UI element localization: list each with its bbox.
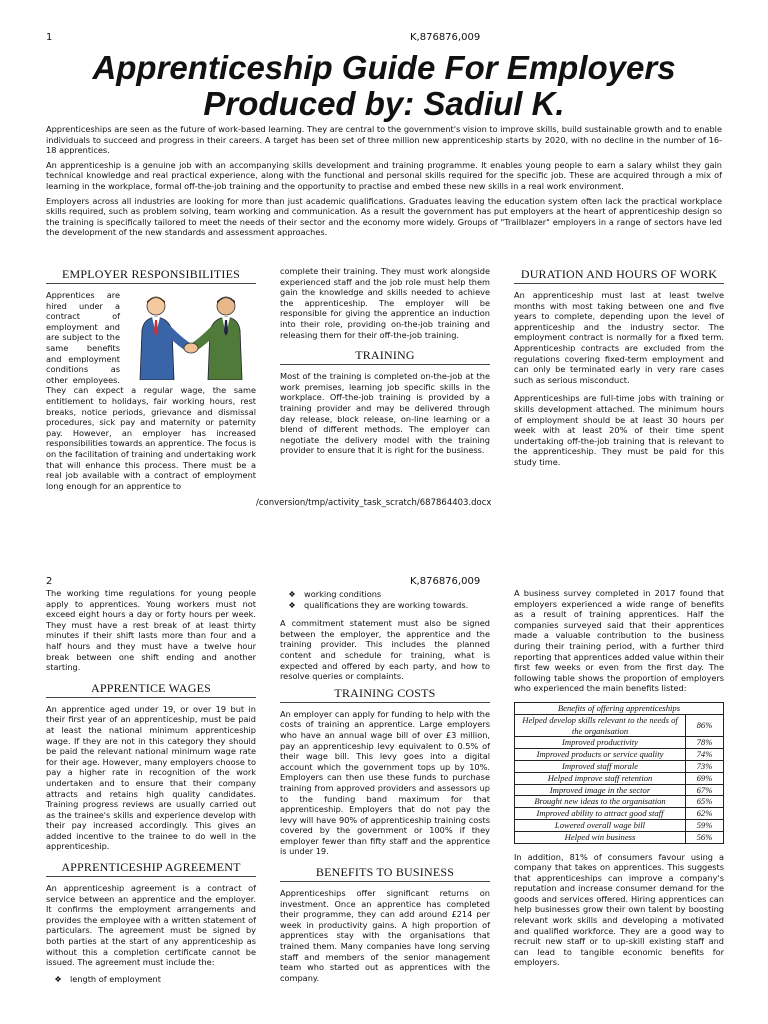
duration-text-2: Apprenticeships are full-time jobs with training or skills development attached. The minimum hours of employment should be at least 30 hours per week with at least 20% of their time spent undertaking off-the-job training that is relevant to the apprenticeship. They must be paid for this study time. — [514, 393, 724, 467]
survey-column — [514, 588, 724, 968]
page-number: 1 — [46, 32, 53, 43]
wages-heading: APPRENTICE WAGES — [46, 681, 256, 698]
bullet-icon: ❖ — [288, 599, 296, 610]
wages-text: An apprentice aged under 19, or over 19 but in their first year of an apprenticeship, must be paid at least the national minimum apprenticeship wage. If they are not in this category they should be paid the relevant national minimum wage rate for their age. However, many employers choose to pay a higher rate in recognition of the work undertaken and to ensure that their company attracts and retains high quality candidates. Training progress reviews are usually carried out as the trainee's skills and experience develop with their pay increased accordingly. This gives an added incentive to the trainee to do well in the apprenticeship. — [46, 703, 256, 852]
benefit-value: 67% — [686, 784, 724, 796]
duration-column — [514, 265, 724, 468]
benefit-label: Helped win business — [515, 831, 686, 843]
employer-column — [46, 265, 256, 491]
table-row — [515, 772, 724, 784]
list-item — [46, 974, 256, 985]
footer-path: /conversion/tmp/activity_task_scratch/687864403.docx — [256, 498, 492, 508]
table-row — [515, 760, 724, 772]
employer-heading: EMPLOYER RESPONSIBILITIES — [46, 267, 256, 284]
table-row — [515, 831, 724, 843]
benefit-label: Improved ability to attract good staff — [515, 808, 686, 820]
benefit-value: 86% — [686, 714, 724, 737]
commitment-text: A commitment statement must also be signed between the employer, the apprentice and the training provider. This includes the planned content and schedule for training, what is expected and offered by each party, and how to resolve queries or complaints. — [280, 618, 490, 682]
costs-text: An employer can apply for funding to help with the costs of training an apprentice. Large employers who have an annual wage bill of over £3 million, pay an apprenticeship levy equivalent to 0.5% of their wage bill. This levy goes into a digital account which the government tops up by 10%. Employers can then use these funds to purchase training from approved providers and assessors up to the funding band maximum for that apprenticeship. Employers that do not pay the levy will have 90% of apprenticeship training costs covered by the government or 100% if they employer fewer than fifty staff and the apprentice is under 19. — [280, 708, 490, 857]
benefit-label: Improved staff morale — [515, 760, 686, 772]
benefit-label: Helped develop skills relevant to the needs of the organisation — [515, 714, 686, 737]
benefit-value: 69% — [686, 772, 724, 784]
table-row — [515, 819, 724, 831]
page-number: 2 — [46, 576, 53, 587]
agreement-heading: APPRENTICESHIP AGREEMENT — [46, 860, 256, 877]
table-row — [515, 737, 724, 749]
benefit-label: Improved image in the sector — [515, 784, 686, 796]
title-line-2: Produced by: Sadiul K. — [203, 85, 565, 122]
handshake-icon — [126, 290, 256, 380]
list-item-text: length of employment — [70, 973, 161, 984]
benefit-label: Improved productivity — [515, 737, 686, 749]
intro-paragraph: Employers across all industries are looking for more than just academic qualifications. Graduates leaving the education system often lack the practical workplace skills required, such as problem solving, team working and communication. As a result the government has put employers at the heart of apprenticeship design so the training is specifically tailored to meet the needs of their sector and the economy more widely. Groups of "Trailblazer" employers in a range of sectors have led the development of the new standards and assessment approaches. — [46, 195, 722, 238]
benefit-value: 59% — [686, 819, 724, 831]
handshake-illustration — [126, 290, 256, 380]
bullet-icon: ❖ — [54, 973, 62, 984]
agreement-text: An apprenticeship agreement is a contract of service between an apprentice and the employer. It confirms the employment arrangements and provides the employee with a written statement of particulars. The agreement must be signed by both parties at the start of any apprenticeship as without this a completion certificate cannot be issued. The agreement must include the: — [46, 883, 256, 968]
working-time-text: The working time regulations for young people apply to apprentices. Young workers must not exceed eight hours a day or forty hours per week. They must have a rest break of at least thirty minutes if their shift lasts more than four and a half hours and they must have a twelve hour break between one shift ending and another starting. — [46, 588, 256, 673]
benefit-label: Helped improve staff retention — [515, 772, 686, 784]
training-column — [280, 266, 490, 456]
costs-column — [280, 589, 490, 983]
document-id: K,876876,009 — [410, 576, 481, 587]
intro-section — [46, 124, 722, 242]
table-row — [515, 796, 724, 808]
survey-text: A business survey completed in 2017 found that employers experienced a wide range of benefits as a result of training apprentices. Half the companies surveyed said that their apprentices made a valuable contribution to the business during their training period, with a further third reporting that apprentices added value within their first few weeks or even from the first day. The following table shows the proportion of employers who experienced the main benefits listed: — [514, 588, 724, 694]
employer-continued-text: complete their training. They must work alongside experienced staff and the job role must help them gain the knowledge and skills needed to achieve the apprenticeship. The employer will be responsible for giving the apprentice an induction into their role, providing on-the-job training and releasing them for their off-the-job training. — [280, 266, 490, 340]
list-item — [280, 589, 490, 600]
benefit-value: 65% — [686, 796, 724, 808]
consumer-text: In addition, 81% of consumers favour using a company that takes on apprentices. This suggests that apprenticeships can improve a company's reputation and increase consumer demand for the goods and services offered. Hiring apprentices can help businesses grow their own talent by boosting relevant work skills and developing a motivated and qualified workforce. They are a good way to recruit new staff or to up-skill existing staff and can lead to tangible economic benefits for employers. — [514, 851, 724, 968]
title-line-1: Apprenticeship Guide For Employers — [92, 49, 676, 86]
benefits-text: Apprenticeships offer significant returns on investment. Once an apprentice has completed their programme, they can add around £214 per week in productivity gains. A high proportion of apprentices stay with the organisations that trained them. Many companies have long serving staff and members of the senior management team who started out as apprentices with the company. — [280, 888, 490, 983]
duration-heading: DURATION AND HOURS OF WORK — [514, 267, 724, 284]
benefit-value: 56% — [686, 831, 724, 843]
duration-text-1: An apprenticeship must last at least twelve months with most taking between one and five years to complete, depending upon the level of apprenticeship and the industry sector. The employment contract is normally for a fixed term. Apprenticeship contracts are excluded from the regulations covering fixed-term employment and can only be terminated early in very rare cases such as serious misconduct. — [514, 290, 724, 385]
benefit-label: Brought new ideas to the organisation — [515, 796, 686, 808]
bullet-icon: ❖ — [288, 589, 296, 599]
document-id: K,876876,009 — [410, 32, 481, 43]
benefit-value: 62% — [686, 808, 724, 820]
intro-paragraph: An apprenticeship is a genuine job with an accompanying skills development and training programme. It enables young people to earn a salary whilst they gain technical knowledge and real practical experience, along with the functional and personal skills required for the specific job. These are acquired through a mix of learning in the workplace, formal off-the-job training and the opportunity to practise and embed these new skills in a real work environment. — [46, 159, 722, 191]
table-row — [515, 808, 724, 820]
intro-paragraph: Apprenticeships are seen as the future of work-based learning. They are central to the government's vision to improve skills, build sustainable growth and to enable individuals to succeed and progress in their careers. A target has been set of three million new apprenticeship starts by 2020, with no decline in the number of 16-18 apprentices. — [46, 124, 722, 156]
training-text: Most of the training is completed on-the-job at the work premises, learning job specific skills in the workplace. Off-the-job training is provided by a training provider and may be delivered through day release, block release, on-line learning or a blend of different methods. The employer can negotiate the delivery model with the training provider to ensure that it is right for the business. — [280, 371, 490, 456]
table-row — [515, 749, 724, 761]
benefit-value: 78% — [686, 737, 724, 749]
benefit-label: Lowered overall wage bill — [515, 819, 686, 831]
benefits-heading: BENEFITS TO BUSINESS — [280, 865, 490, 882]
employer-text: Apprentices are hired under a contract of employment and are subject to the same benefits and employment conditions as other employees. They can expect a regular wage, the same entitlement to holidays, fair working hours, rest breaks, notice periods, grievance and dismissal procedures, sick pay and maternity or paternity pay. However, an employer has increased responsibilities towards an apprentice. The focus is on the facilitation of training and undertaking work that will enhance this process. There must be a real job available with a contract of employment long enough for an apprentice to — [46, 290, 256, 491]
benefits-table — [514, 702, 724, 844]
list-item-text: working conditions — [304, 589, 382, 599]
list-item — [280, 600, 490, 611]
table-row — [515, 784, 724, 796]
list-item-text: qualifications they are working towards. — [304, 599, 469, 610]
training-heading: TRAINING — [280, 348, 490, 365]
costs-heading: TRAINING COSTS — [280, 686, 490, 703]
page-title — [40, 50, 728, 122]
table-header: Benefits of offering apprenticeships — [515, 702, 724, 714]
benefit-value: 73% — [686, 760, 724, 772]
wages-column — [46, 588, 256, 984]
benefit-label: Improved products or service quality — [515, 749, 686, 761]
table-row — [515, 714, 724, 737]
benefit-value: 74% — [686, 749, 724, 761]
